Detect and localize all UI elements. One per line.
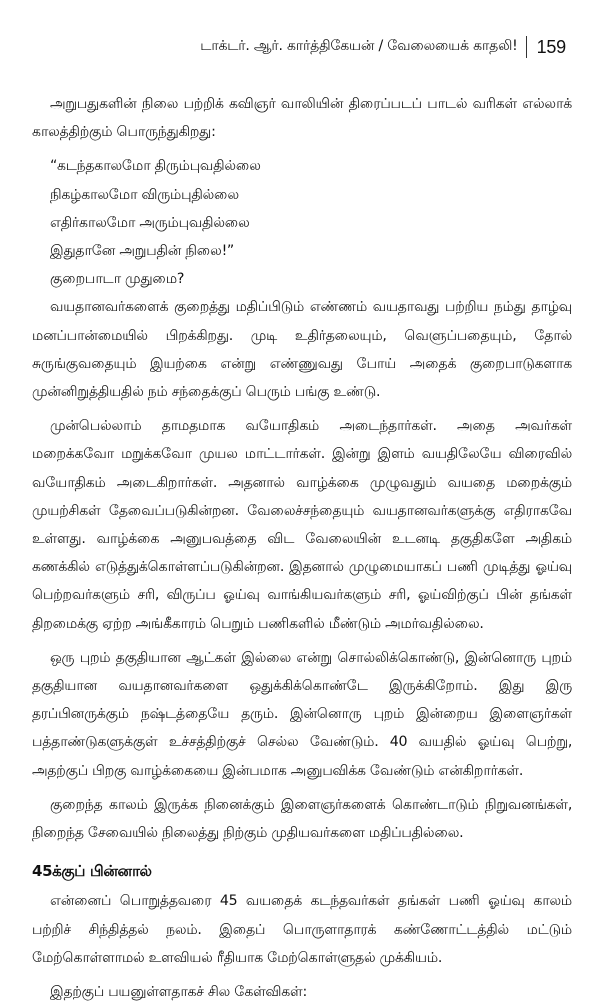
closing-line: இதற்குப் பயனுள்ளதாகச் சில கேள்விகள்: xyxy=(50,984,307,1001)
verse-line: “கடந்தகாலமோ திரும்புவதில்லை xyxy=(50,158,261,175)
intro-paragraph: அறுபதுகளின் நிலை பற்றிக் கவிஞர் வாலியின் திரைப்படப் பாடல் வரிகள் எல்லாக் காலத்திற்கும் பொருந்துகிறது: xyxy=(32,96,572,141)
running-header xyxy=(32,36,566,58)
header-divider xyxy=(526,36,527,58)
page-body xyxy=(32,90,572,1006)
question-line: குறைபாடா முதுமை? xyxy=(50,271,185,288)
verse-line: நிகழ்காலமோ விரும்புதில்லை xyxy=(50,186,239,203)
verse-line: இதுதானே அறுபதின் நிலை!” xyxy=(50,243,234,260)
section-heading: 45க்குப் பின்னால் xyxy=(32,862,152,881)
body-paragraph: வயதானவர்களைக் குறைத்து மதிப்பிடும் எண்ணம் வயதாவது பற்றிய நம்து தாழ்வு மனப்பான்மையில் பிறக்கிறது. முடி உதிர்தலையும், வெளுப்பதையும், தோல் சுருங்குவதையும் இயற்கை என்று எண்ணுவது போய் அதைக் குறைபாடுகளாக முன்னிறுத்தியதில் நம் சந்தைக்குப் பெரும் பங்கு உண்டு. xyxy=(32,299,572,401)
body-paragraph: முன்பெல்லாம் தாமதமாக வயோதிகம் அடைந்தார்கள். அதை அவர்கள் மறைக்கவோ மறுக்கவோ முயல மாட்டார்கள். இன்று இளம் வயதிலேயே விரைவில் வயோதிகம் அடைகிறார்கள். அதனால் வாழ்க்கை முழுவதும் வயதை மறைக்கும் முயற்சிகள் தேவைப்படுகின்றன. வேலைச்சந்தையும் வயதானவர்களுக்கு எதிராகவே உள்ளது. வாழ்க்கை அனுபவத்தை விட வேலையின் உடனடி தகுதிகளே அதிகம் கணக்கில் எடுத்துக்கொள்ளப்படுகின்றன. இதனால் முழுமையாகப் பணி முடித்து ஓய்வு பெற்றவர்களும் சரி, விருப்ப ஓய்வு வாங்கியவர்களும் சரி, ஓய்விற்குப் பின் தங்கள் திறமைக்கு ஏற்ற அங்கீகாரம் பெறும் பணிகளில் மீண்டும் அமர்வதில்லை. xyxy=(32,418,573,632)
body-paragraph: ஒரு புறம் தகுதியான ஆட்கள் இல்லை என்று சொல்லிக்கொண்டு, இன்னொரு புறம் தகுதியான வயதானவர்களை ஒதுக்கிக்கொண்டே இருக்கிறோம். இது இரு தரப்பினருக்கும் நஷ்டத்தையே தரும். இன்னொரு புறம் இன்றைய இளைஞர்கள் பத்தாண்டுகளுக்குள் உச்சத்திற்குச் செல்ல வேண்டும். 40 வயதில் ஓய்வு பெற்று, அதற்குப் பிறகு வாழ்க்கையை இன்பமாக அனுபவிக்க வேண்டும் என்கிறார்கள். xyxy=(32,649,572,779)
verse-line: எதிர்காலமோ அரும்புவதில்லை xyxy=(50,214,250,231)
section-paragraph: என்னைப் பொறுத்தவரை 45 வயதைக் கடந்தவர்கள் தங்கள் பணி ஓய்வு காலம் பற்றிச் சிந்தித்தல் நலம். இதைப் பொருளாதாரக் கண்ணோட்டத்தில் மட்டும் மேற்கொள்ளாமல் உளவியல் ரீதியாக மேற்கொள்ளுதல் முக்கியம். xyxy=(32,893,572,966)
body-paragraph: குறைந்த காலம் இருக்க நினைக்கும் இளைஞர்களைக் கொண்டாடும் நிறுவனங்கள், நிறைந்த சேவையில் நிலைத்து நிற்கும் முதியவர்களை மதிப்பதில்லை. xyxy=(32,796,572,842)
page-number: 159 xyxy=(536,36,566,57)
song-verse xyxy=(50,152,572,293)
running-title: டாக்டர். ஆர். கார்த்திகேயன் / வேலையைக் காதலி! xyxy=(200,38,518,54)
